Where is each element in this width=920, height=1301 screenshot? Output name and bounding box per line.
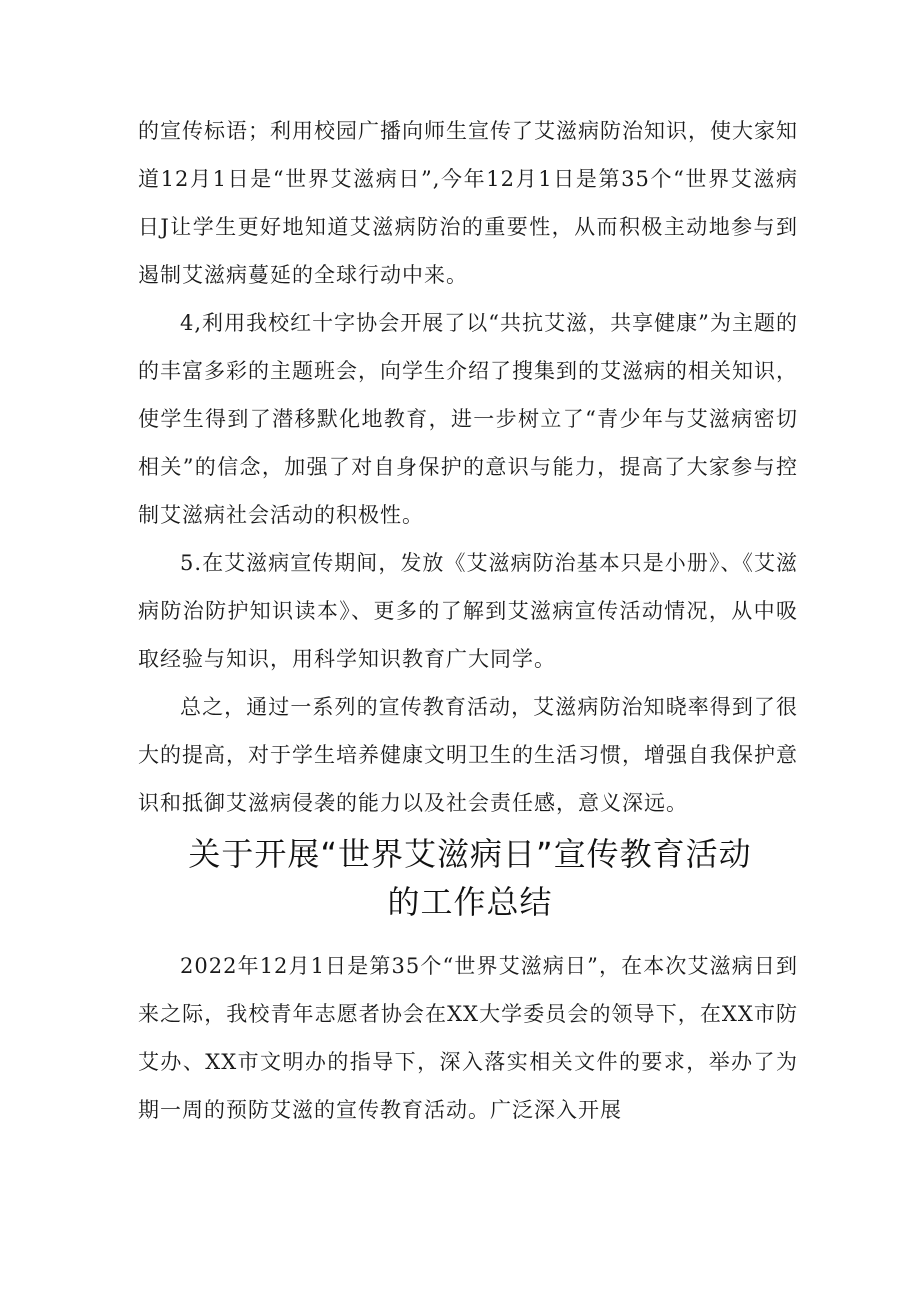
paragraph-intro: 2022年12月1日是第35个“世界艾滋病日”，在本次艾滋病日到来之际，我校青年志愿者协会在XX大学委员会的领导下，在XX市防艾办、XX市文明办的指导下，深入落实相关文件的要求，举办了为期一周的预防艾滋的宣传教育活动。广泛深入开展 [138, 954, 798, 1122]
document-title [120, 830, 820, 926]
previous-summary-section [138, 107, 798, 827]
paragraph-conclusion: 总之，通过一系列的宣传教育活动，艾滋病防治知晓率得到了很大的提高，对于学生培养健康文明卫生的生活习惯，增强自我保护意识和抵御艾滋病侵袭的能力以及社会责任感，意义深远。 [138, 695, 798, 815]
paragraph-item-5: 5.在艾滋病宣传期间，发放《艾滋病防治基本只是小册》、《艾滋病防治防护知识读本》、更多的了解到艾滋病宣传活动情况，从中吸取经验与知识，用科学知识教育广大同学。 [138, 551, 798, 671]
paragraph-item-4: 4,利用我校红十字协会开展了以“共抗艾滋，共享健康”为主题的的丰富多彩的主题班会，向学生介绍了搜集到的艾滋病的相关知识，使学生得到了潜移默化地教育，进一步树立了“青少年与艾滋病密切相关”的信念，加强了对自身保护的意识与能力，提高了大家参与控制艾滋病社会活动的积极性。 [138, 311, 798, 527]
new-summary-section [138, 942, 798, 1134]
title-line-2: 的工作总结 [387, 883, 553, 921]
title-line-1: 关于开展“世界艾滋病日”宣传教育活动 [188, 835, 752, 873]
paragraph-continuation: 的宣传标语；利用校园广播向师生宣传了艾滋病防治知识，使大家知道12月1日是“世界艾滋病日”,今年12月1日是第35个“世界艾滋病日J让学生更好地知道艾滋病防治的重要性，从而积极主动地参与到遏制艾滋病蔓延的全球行动中来。 [138, 119, 798, 287]
